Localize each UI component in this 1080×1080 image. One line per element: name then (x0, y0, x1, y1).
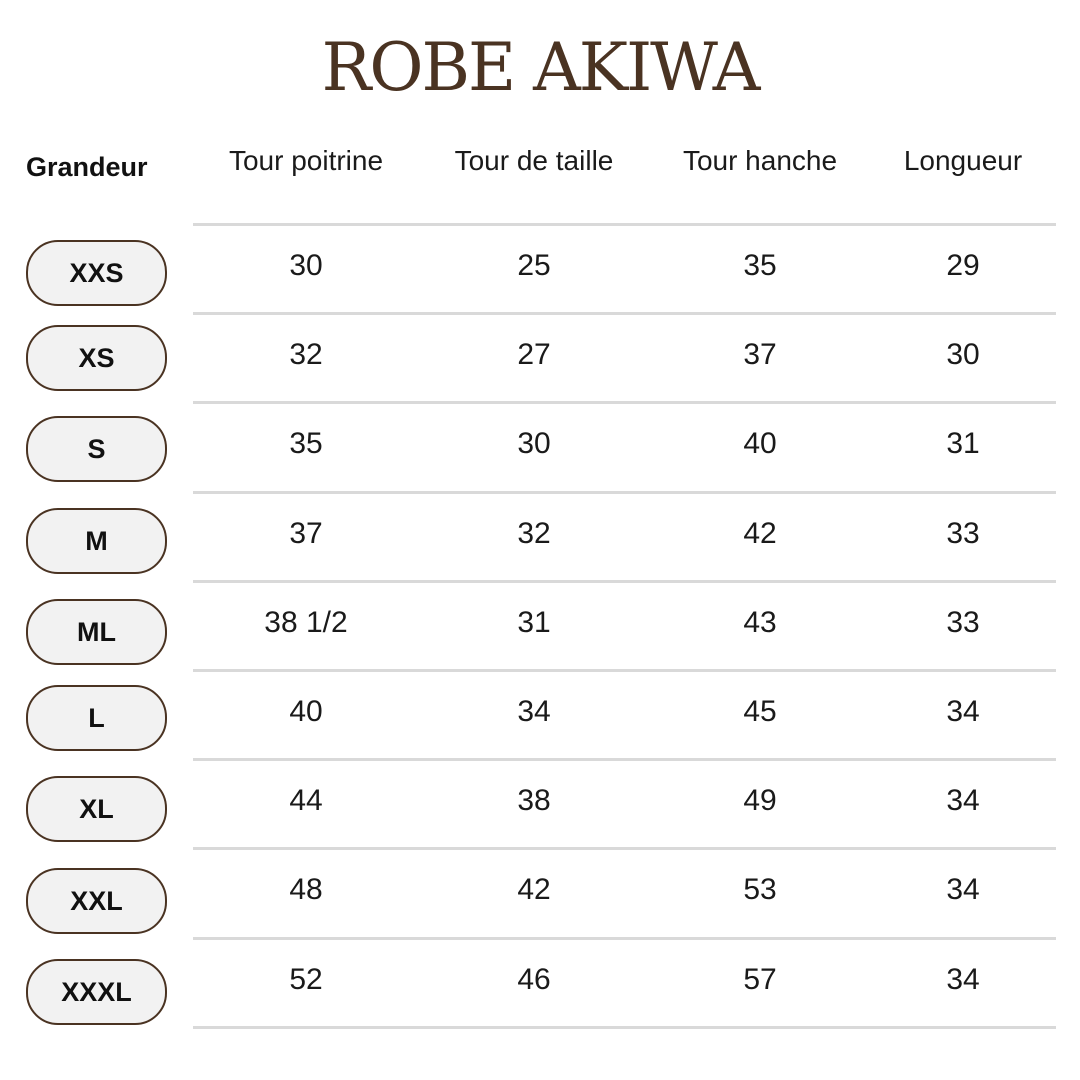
cell-chest: 52 (289, 962, 323, 996)
size-badge: L (26, 685, 167, 751)
cell-waist: 27 (517, 338, 551, 372)
size-badge: XXL (26, 868, 167, 934)
row-divider (193, 937, 1056, 940)
cell-chest: 38 1/2 (264, 605, 348, 639)
cell-chest: 40 (289, 695, 323, 728)
cell-chest: 35 (289, 427, 323, 461)
cell-waist: 38 (517, 784, 551, 818)
row-divider (193, 312, 1056, 315)
size-badge: XXS (26, 240, 167, 306)
cell-waist: 34 (517, 695, 551, 728)
cell-waist: 25 (517, 249, 551, 282)
row-divider (193, 580, 1056, 583)
size-badge: XXXL (26, 959, 167, 1025)
cell-hip: 43 (743, 605, 777, 639)
cell-waist: 42 (517, 873, 551, 907)
cell-length: 34 (946, 962, 980, 996)
cell-chest: 48 (289, 873, 323, 907)
cell-hip: 42 (743, 516, 777, 550)
cell-hip: 37 (743, 338, 777, 372)
column-header-hip: Tour hanche (682, 145, 838, 176)
cell-length: 34 (946, 695, 980, 728)
size-badge: ML (26, 599, 167, 665)
cell-waist: 32 (517, 516, 551, 550)
size-badge: S (26, 416, 167, 482)
cell-length: 33 (946, 605, 980, 639)
cell-chest: 44 (289, 784, 323, 818)
column-header-waist: Tour de taille (454, 145, 614, 176)
row-divider (193, 669, 1056, 672)
cell-waist: 30 (517, 427, 551, 461)
size-column-header: Grandeur (26, 152, 148, 182)
cell-chest: 30 (289, 249, 323, 282)
row-divider (193, 491, 1056, 494)
row-divider (193, 758, 1056, 761)
cell-length: 34 (946, 784, 980, 818)
cell-waist: 46 (517, 962, 551, 996)
cell-hip: 40 (743, 427, 777, 461)
row-divider (193, 223, 1056, 226)
column-header-chest: Tour poitrine (228, 145, 384, 176)
cell-length: 33 (946, 516, 980, 550)
size-badge: XL (26, 776, 167, 842)
cell-chest: 32 (289, 338, 323, 372)
row-divider (193, 401, 1056, 404)
cell-hip: 49 (743, 784, 777, 818)
column-header-length: Longueur (903, 145, 1023, 176)
cell-chest: 37 (289, 516, 323, 550)
cell-waist: 31 (517, 605, 551, 639)
cell-length: 31 (946, 427, 980, 461)
cell-hip: 57 (743, 962, 777, 996)
row-divider (193, 1026, 1056, 1029)
cell-length: 30 (946, 338, 980, 372)
size-badge: XS (26, 325, 167, 391)
cell-length: 34 (946, 873, 980, 907)
page-title: ROBE AKIWA (321, 29, 759, 106)
row-divider (193, 847, 1056, 850)
cell-hip: 35 (743, 249, 777, 282)
size-badge: M (26, 508, 167, 574)
cell-hip: 53 (743, 873, 777, 907)
cell-hip: 45 (743, 695, 777, 728)
cell-length: 29 (946, 249, 980, 282)
